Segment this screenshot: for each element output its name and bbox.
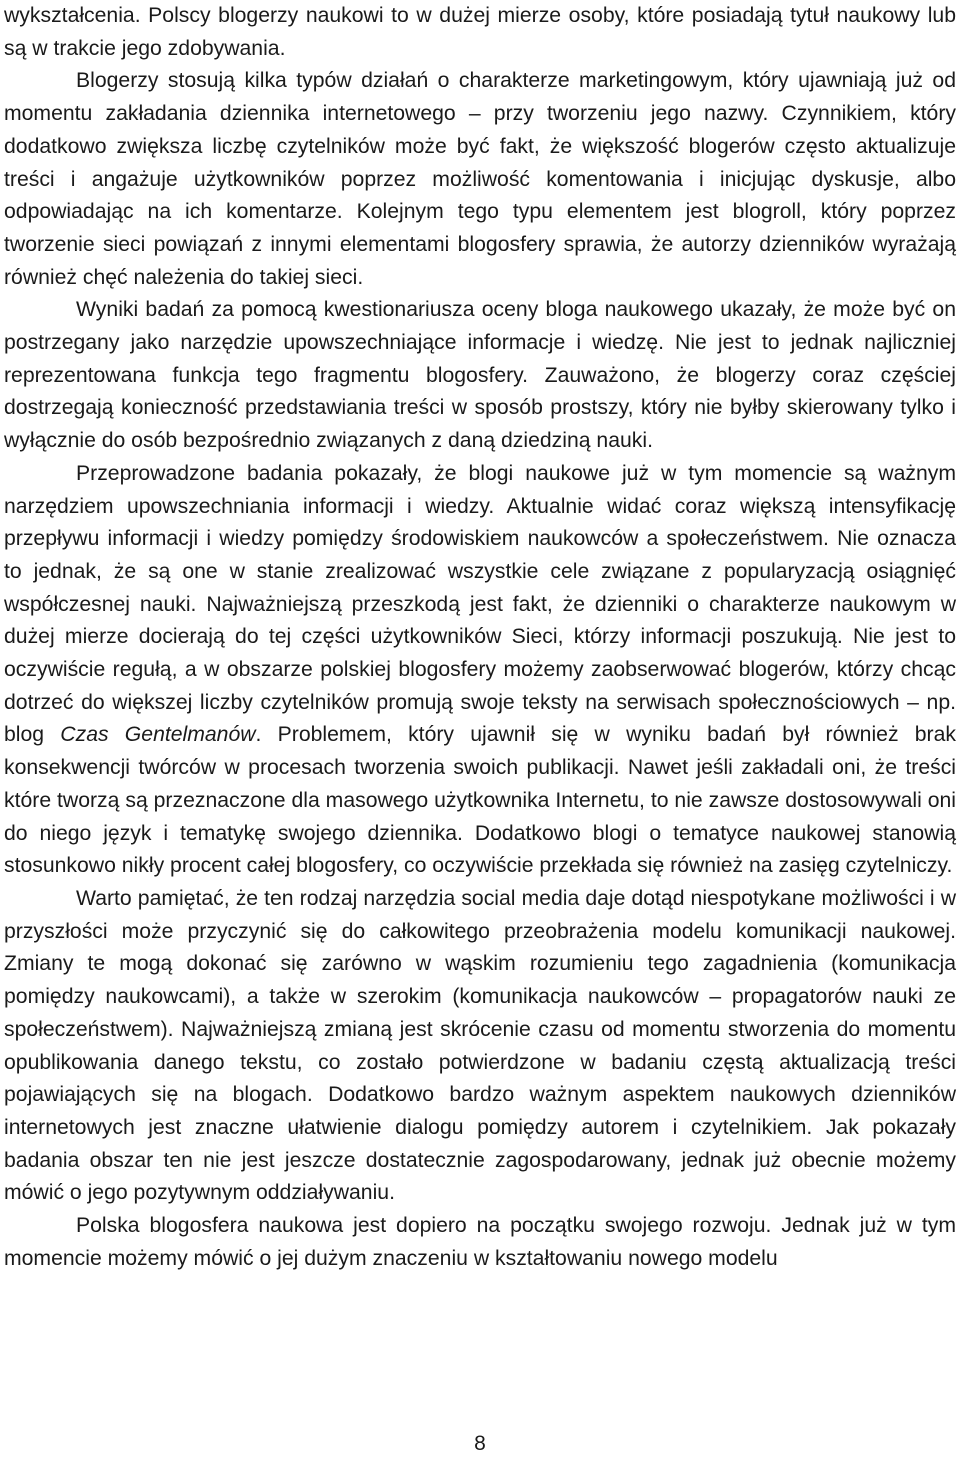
blog-title-italic: Czas Gentelmanów bbox=[60, 723, 256, 747]
paragraph-6 bbox=[4, 1210, 956, 1275]
paragraph-3-text: Wyniki badań za pomocą kwestionariusza oceny bloga naukowego ukazały, że może być on postrzegany jako narzędzie upowszechniające informacje i wiedzę. Nie jest to jednak najliczniej reprezentowana funkcja tego fragmentu blogosfery. Zauważono, że blogerzy coraz częściej dostrzegają konieczność przedstawiania treści w sposób prostszy, który nie byłby skierowany tylko i wyłącznie do osób bezpośrednio związanych z daną dziedziną nauki. bbox=[4, 298, 956, 453]
page-number: 8 bbox=[474, 1432, 486, 1455]
paragraph-4-text-a: Przeprowadzone badania pokazały, że blogi naukowe już w tym momencie są ważnym narzędziem upowszechniania informacji i wiedzy. Aktualnie widać coraz większą intensyfikację przepływu informacji i wiedzy pomiędzy środowiskiem naukowców a społeczeństwem. Nie oznacza to jednak, że są one w stanie zrealizować wszystkie cele związane z popularyzacją osiągnięć współczesnej nauki. Najważniejszą przeszkodą jest fakt, że dzienniki o charakterze naukowym w dużej mierze docierają do tej części użytkowników Sieci, którzy informacji poszukują. Nie jest to oczywiście regułą, a w obszarze polskiej blogosfery możemy zaobserwować blogerów, którzy chcąc dotrzeć do większej liczby czytelników promują swoje teksty na serwisach społecznościowych – np. blog bbox=[4, 461, 956, 747]
paragraph-4 bbox=[4, 458, 956, 883]
paragraph-6-text: Polska blogosfera naukowa jest dopiero na początku swojego rozwoju. Jednak już w tym momencie możemy mówić o jej dużym znaczeniu w kształtowaniu nowego modelu bbox=[4, 1214, 956, 1270]
paragraph-3 bbox=[4, 294, 956, 458]
document-body bbox=[4, 0, 956, 1275]
paragraph-5 bbox=[4, 883, 956, 1210]
paragraph-1 bbox=[4, 0, 956, 65]
paragraph-4-text-b: . Problemem, który ujawnił się w wyniku badań był również brak konsekwencji twórców w procesach tworzenia swoich publikacji. Nawet jeśli zakładali oni, że treści które tworzą są przeznaczone dla masowego użytkownika Internetu, to nie zawsze dostosowywali oni do niego język i tematykę swojego dziennika. Dodatkowo blogi o tematyce naukowej stanowią stosunkowo nikły procent całej blogosfery, co oczywiście przekłada się również na zasięg czytelniczy. bbox=[4, 723, 956, 878]
paragraph-2 bbox=[4, 65, 956, 294]
paragraph-1-text: wykształcenia. Polscy blogerzy naukowi to w dużej mierze osoby, które posiadają tytuł naukowy lub są w trakcie jego zdobywania. bbox=[4, 4, 956, 60]
paragraph-2-text: Blogerzy stosują kilka typów działań o charakterze marketingowym, który ujawniają już od momentu zakładania dziennika internetowego – przy tworzeniu jego nazwy. Czynnikiem, który dodatkowo zwiększa liczbę czytelników może być fakt, że większość blogerów często aktualizuje treści i angażuje użytkowników poprzez możliwość komentowania i inicjując dyskusje, albo odpowiadając na ich komentarze. Kolejnym tego typu elementem jest blogroll, który poprzez tworzenie sieci powiązań z innymi elementami blogosfery sprawia, że autorzy dzienników wyrażają również chęć należenia do takiej sieci. bbox=[4, 69, 956, 289]
paragraph-5-text: Warto pamiętać, że ten rodzaj narzędzia social media daje dotąd niespotykane możliwości i w przyszłości może przyczynić się do całkowitego przeobrażenia modelu komunikacji naukowej. Zmiany te mogą dokonać się zarówno w wąskim rozumieniu tego zagadnienia (komunikacja pomiędzy naukowcami), a także w szerokim (komunikacja naukowców – propagatorów nauki ze społeczeństwem). Najważniejszą zmianą jest skrócenie czasu od momentu stworzenia do momentu opublikowania danego tekstu, co zostało potwierdzone w badaniu częstą aktualizacją treści pojawiających się na blogach. Dodatkowo bardzo ważnym aspektem naukowych dzienników internetowych jest znaczne ułatwienie dialogu pomiędzy autorem i czytelnikiem. Jak pokazały badania obszar ten nie jest jeszcze dostatecznie zagospodarowany, jednak już obecnie możemy mówić o jego pozytywnym oddziaływaniu. bbox=[4, 886, 956, 1205]
